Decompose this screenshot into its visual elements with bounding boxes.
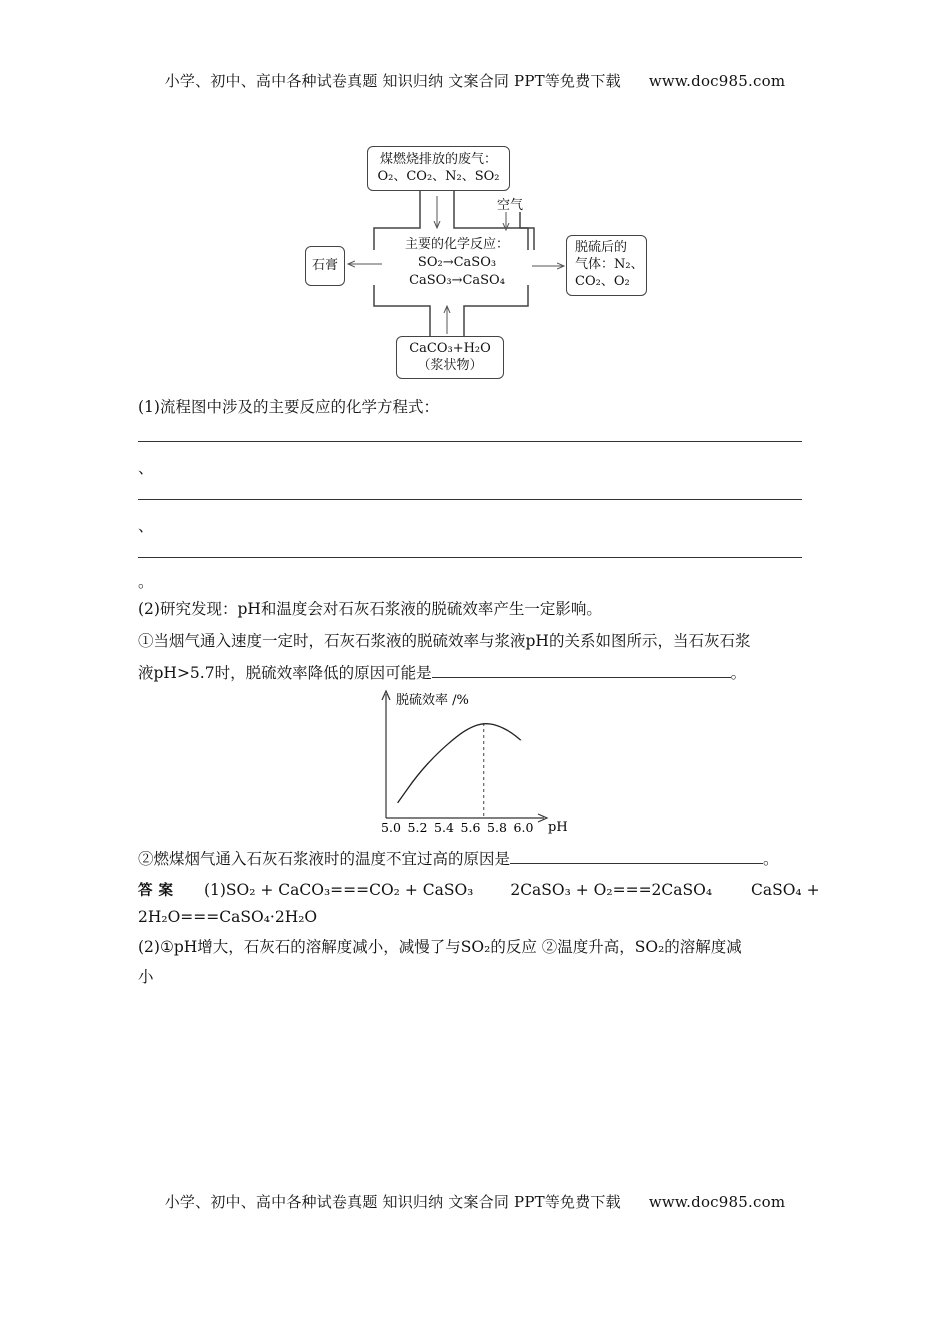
q2-sub1-line2-text: 液pH>5.7时，脱硫效率降低的原因可能是 [138,664,432,682]
air-label: 空气 [497,198,524,213]
q2-sub1-line2 [138,661,746,683]
chart-x-tick-label: 5.8 [487,820,507,835]
reaction-line2: SO₂→CaSO₃ [417,255,497,270]
q2-sub1-end: 。 [730,664,747,682]
chart-x-tick-label: 5.0 [381,820,401,835]
answer-label: 答案 [138,883,179,899]
reaction-line3: CaSO₃→CaSO₄ [409,273,505,288]
efficiency-chart [0,688,950,848]
chart-y-label: 脱硫效率 /% [396,693,469,708]
chart-x-tick-label: 5.2 [407,820,428,835]
q2-sub2-text: ②燃煤烟气通入石灰石浆液时的温度不宜过高的原因是 [138,850,511,868]
reaction-line1: 主要的化学反应： [404,237,509,252]
q1-answer-line-2[interactable] [138,499,802,500]
answer-line1 [138,880,820,901]
connector-slurry-left [374,285,430,336]
slurry-box [396,336,504,379]
q2-intro: (2)研究发现：pH和温度会对石灰石浆液的脱硫效率产生一定影响。 [138,600,602,618]
header-text: 小学、初中、高中各种试卷真题 知识归纳 文案合同 PPT等免费下载 [164,72,621,90]
q2-sub1-line1: ①当烟气通入速度一定时，石灰石浆液的脱硫效率与浆液pH的关系如图所示，当石灰石浆 [138,632,751,650]
connector-slurry-right [464,285,528,336]
chart-x-tick-label: 5.6 [460,820,481,835]
waste-gas-line2: O₂、CO₂、N₂、SO₂ [377,169,500,184]
q1-answer-line-1[interactable] [138,441,802,442]
q1-end: 。 [138,573,154,591]
q1-prompt: (1)流程图中涉及的主要反应的化学方程式： [138,398,439,416]
answer-line2: 2H₂O===CaSO₄·2H₂O [138,908,318,926]
footer-site: www.doc985.com [648,1193,786,1211]
answer-line3: (2)①pH增大，石灰石的溶解度减小，减慢了与SO₂的反应 ②温度升高，SO₂的溶解度减 [138,938,742,956]
answer-eq2: 2CaSO₃ + O₂===2CaSO₄ [510,881,713,899]
q1-answer-line-3[interactable] [138,557,802,558]
footer-text: 小学、初中、高中各种试卷真题 知识归纳 文案合同 PPT等免费下载 [164,1193,621,1211]
answer-line4: 小 [138,968,154,986]
gypsum-box [305,246,345,286]
answer-eq3-start: CaSO₄ + [751,881,820,899]
clean-gas-box [566,235,647,296]
clean-gas-line1: 脱硫后的 [575,240,628,255]
waste-gas-box [367,146,510,191]
q2-sub2-blank[interactable] [510,847,763,864]
clean-gas-line3: CO₂、O₂ [575,274,630,289]
q2-sub2-end: 。 [763,850,779,868]
chart-x-tick-label: 6.0 [513,820,534,835]
q1-separator-2: 、 [138,517,154,535]
q2-sub1-blank[interactable] [432,661,731,678]
slurry-line2: （浆状物） [417,358,483,373]
chart-series-line [398,724,521,803]
q2-sub2 [138,847,779,869]
header-site: www.doc985.com [648,72,786,90]
q1-separator-1: 、 [138,459,154,477]
page-footer [0,1191,950,1212]
slurry-line1: CaCO₃+H₂O [409,341,491,356]
chart-x-label: pH [548,820,568,835]
gypsum-label: 石膏 [311,258,338,273]
reaction-panel [384,236,530,290]
answer-eq1: (1)SO₂ + CaCO₃===CO₂ + CaSO₃ [203,881,474,899]
chart-x-tick-label: 5.4 [434,820,454,835]
waste-gas-line1: 煤燃烧排放的废气： [379,152,497,167]
clean-gas-line2: 气体：N₂、 [575,257,644,272]
